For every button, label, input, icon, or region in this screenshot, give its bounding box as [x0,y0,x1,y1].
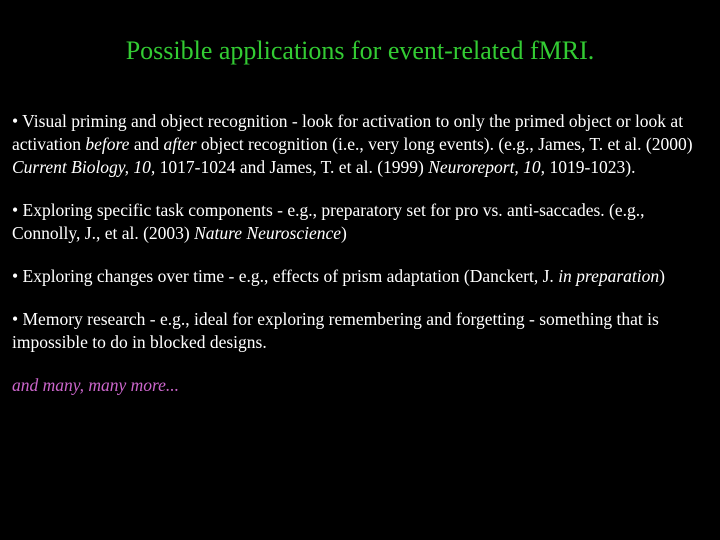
citation-journal: Current Biology, 10, [12,157,156,177]
bullet-visual-priming [12,110,702,179]
slide-body [12,110,702,397]
closing-text: and many, many more... [12,375,180,395]
bullet-emphasis: in preparation [558,266,660,286]
bullet-text: • Memory research - e.g., ideal for exploring remembering and forgetting - something that is impossible to do in blocked designs. [12,309,659,352]
bullet-text: and [129,134,164,154]
citation-journal: Neuroreport, 10, [428,157,546,177]
bullet-text: • Visual priming and object recognition - look for activation to only the primed object or look at activation [12,111,684,154]
bullet-text: 1019-1023). [545,157,636,177]
slide-title: Possible applications for event-related fMRI. [125,36,595,65]
bullet-text: object recognition (i.e., very long events). (e.g., James, T. et al. (2000) [196,134,693,154]
bullet-text: • Exploring changes over time - e.g., effects of prism adaptation (Danckert, J. [12,266,559,286]
bullet-changes-over-time [12,265,702,288]
bullet-text: 1017-1024 and James, T. et al. (1999) [155,157,429,177]
bullet-emphasis: after [163,134,197,154]
bullet-text: ) [659,266,665,286]
bullet-text: ) [341,223,347,243]
bullet-emphasis: before [85,134,130,154]
citation-journal: Nature Neuroscience [194,223,342,243]
bullet-memory-research [12,308,702,354]
bullet-task-components [12,199,702,245]
bullet-text: • Exploring specific task components - e.g., preparatory set for pro vs. anti-saccades. (e.g., Connolly, J., et al. (2003) [12,200,645,243]
